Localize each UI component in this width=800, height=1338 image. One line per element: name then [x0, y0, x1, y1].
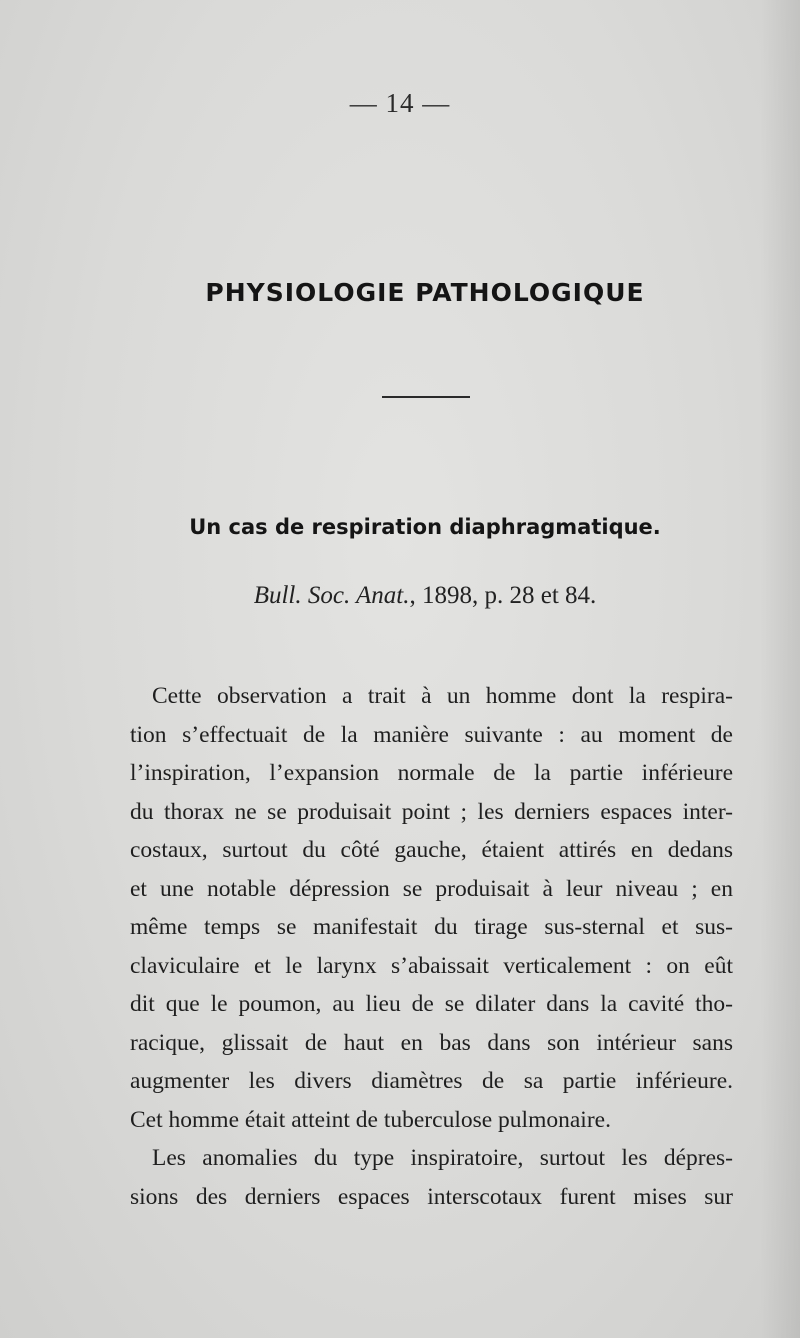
- text-line: sions des derniers espaces interscotaux furent mises sur: [130, 1183, 733, 1210]
- section-title: Un cas de respiration diaphragmatique.: [189, 515, 661, 539]
- text-line: même temps se manifestait du tirage sus-sternal et sus-: [130, 914, 733, 940]
- text-line: augmenter les divers diamètres de sa partie inférieure.: [130, 1068, 733, 1094]
- chapter-title: PHYSIOLOGIE PATHOLOGIQUE: [205, 278, 645, 307]
- text-line: tion s’effectuait de la manière suivante : au moment de: [130, 721, 733, 748]
- text-line: du thorax ne se produisait point ; les derniers espaces inter-: [130, 798, 733, 825]
- text-line: Les anomalies du type inspiratoire, surtout les dépres-: [152, 1145, 733, 1171]
- title-separator-rule: [382, 396, 470, 398]
- citation-details: , 1898, p. 28 et 84.: [409, 582, 597, 609]
- text-line: Cette observation a trait à un homme dont la respira-: [152, 683, 733, 709]
- citation: [0, 582, 800, 610]
- page-edge-shadow: [760, 0, 800, 1338]
- body-text: [130, 677, 733, 1216]
- text-line: costaux, surtout du côté gauche, étaient attirés en dedans: [130, 837, 733, 863]
- text-line: Cet homme était atteint de tuberculose pulmonaire.: [130, 1106, 611, 1133]
- text-line: racique, glissait de haut en bas dans son intérieur sans: [130, 1029, 733, 1056]
- text-line: dit que le poumon, au lieu de se dilater dans la cavité tho-: [130, 991, 733, 1017]
- text-line: l’inspiration, l’expansion normale de la partie inférieure: [130, 760, 733, 786]
- page-number: — 14 —: [349, 88, 451, 118]
- text-line: claviculaire et le larynx s’abaissait verticalement : on eût: [130, 952, 733, 979]
- text-line: et une notable dépression se produisait à leur niveau ; en: [130, 875, 733, 902]
- citation-journal: Bull. Soc. Anat.: [253, 582, 410, 609]
